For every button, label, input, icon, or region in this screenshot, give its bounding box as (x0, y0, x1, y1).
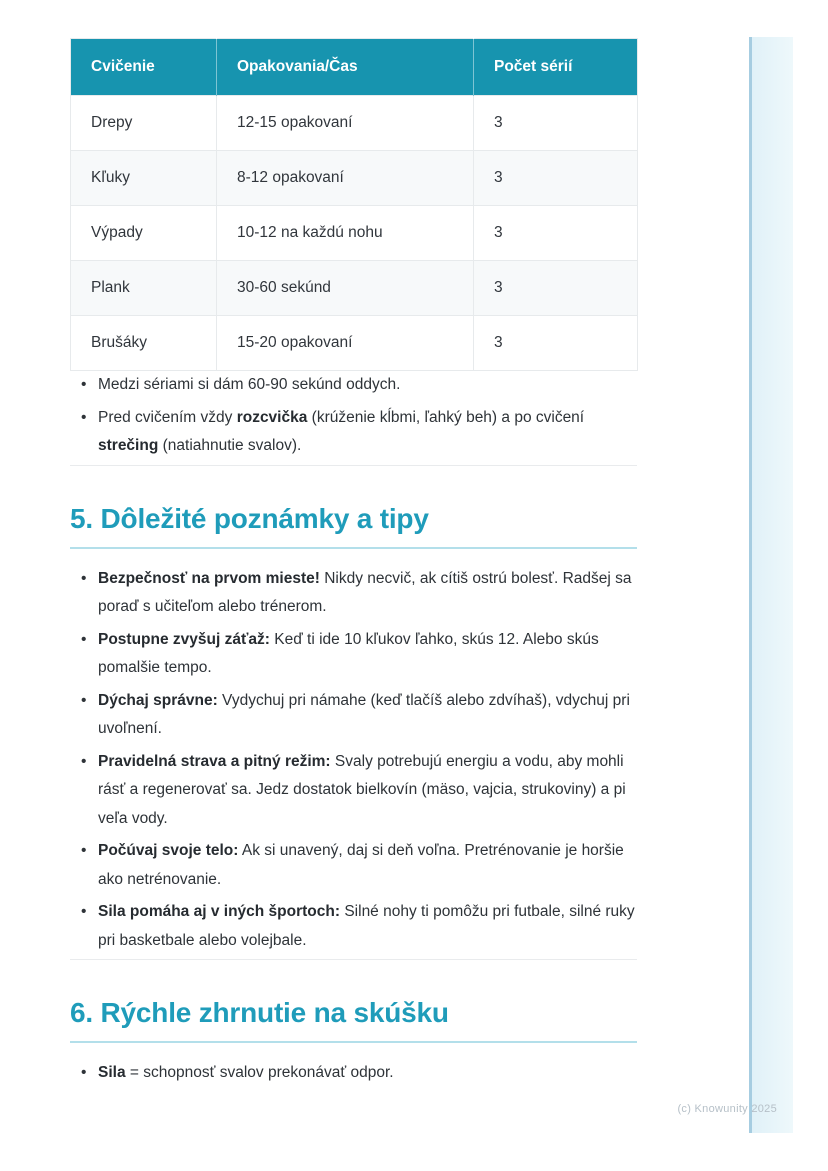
table-row (71, 151, 638, 206)
list-item-bold-text: rozcvička (236, 408, 308, 426)
table-header-cell: Opakovania/Čas (217, 39, 474, 96)
list-item-bold-text: Bezpečnosť na prvom mieste! (98, 569, 320, 587)
list-item (98, 404, 637, 461)
list-item-bold-text: Postupne zvyšuj záťaž: (98, 630, 270, 648)
section-divider (70, 465, 637, 466)
table-cell: 3 (474, 261, 638, 316)
list-item (98, 837, 637, 894)
table-cell: 8-12 opakovaní (217, 151, 474, 206)
table-cell: Kľuky (71, 151, 217, 206)
table-cell: 3 (474, 151, 638, 206)
list-item-text: (natiahnutie svalov). (158, 437, 302, 454)
table-cell: 3 (474, 206, 638, 261)
list-item-bold-text: Sila (98, 1064, 126, 1081)
page-edge-highlight-strip (749, 37, 793, 1133)
table-header-cell: Počet sérií (474, 39, 638, 96)
table-row (71, 96, 638, 151)
notes-list (70, 371, 637, 461)
list-item-bold-text: Sila pomáha aj v iných športoch: (98, 903, 341, 920)
section-6-heading: 6. Rýchle zhrnutie na skúšku (70, 996, 637, 1043)
list-item-text: Ak si unavený, daj si deň voľna. Pretrénovanie je horšie ako netrénovanie. (98, 842, 624, 888)
list-item-text: Vydychuj pri námahe (keď tlačíš alebo zdvíhaš), vdychuj pri uvoľnení. (98, 691, 630, 737)
exercise-table (70, 38, 638, 371)
list-item-text: Keď ti ide 10 kľukov ľahko, skús 12. Alebo skús pomalšie tempo. (98, 630, 599, 676)
table-cell: 3 (474, 316, 638, 371)
list-item-text: Pred cvičením vždy (98, 408, 237, 426)
list-item (98, 1059, 637, 1088)
list-item (98, 748, 637, 834)
list-item-bold-text: Dýchaj správne: (98, 691, 218, 709)
section-divider (70, 959, 637, 960)
table-cell: 12-15 opakovaní (217, 96, 474, 151)
list-item (98, 565, 637, 622)
table-cell: Brušáky (71, 316, 217, 371)
table-row (71, 316, 638, 371)
document-content (70, 0, 637, 1092)
table-cell: 3 (474, 96, 638, 151)
list-item-text: = schopnosť svalov prekonávať odpor. (125, 1064, 394, 1081)
section-5-heading: 5. Dôležité poznámky a tipy (70, 502, 637, 549)
list-item-text: Medzi sériami si dám 60-90 sekúnd oddych. (98, 376, 401, 393)
table-cell: 10-12 na každú nohu (217, 206, 474, 261)
table-header-row (71, 39, 638, 96)
tips-list (70, 565, 637, 956)
table-header-cell: Cvičenie (71, 39, 217, 96)
table-row (71, 261, 638, 316)
watermark-text: (c) Knowunity 2025 (677, 1103, 777, 1115)
list-item-text: Silné nohy ti pomôžu pri futbale, silné ruky pri basketbale alebo volejbale. (98, 903, 635, 949)
list-item-text: Svaly potrebujú energiu a vodu, aby mohli rásť a regenerovať sa. Jedz dostatok bielkovín (mäso, vajcia, strukoviny) a pi veľa vody. (98, 752, 626, 827)
list-item (98, 626, 637, 683)
table-cell: 30-60 sekúnd (217, 261, 474, 316)
table-cell: Výpady (71, 206, 217, 261)
summary-list (70, 1059, 637, 1088)
table-cell: Drepy (71, 96, 217, 151)
table-body (71, 96, 638, 371)
list-item-text: Nikdy necvič, ak cítiš ostrú bolesť. Radšej sa poraď s učiteľom alebo trénerom. (98, 569, 632, 615)
list-item-bold-text: strečing (98, 437, 159, 454)
list-item (98, 687, 637, 744)
list-item (98, 371, 637, 400)
list-item-bold-text: Pravidelná strava a pitný režim: (98, 752, 331, 770)
list-item-bold-text: Počúvaj svoje telo: (98, 842, 239, 859)
list-item-text: (krúženie kĺbmi, ľahký beh) a po cvičení (307, 408, 585, 426)
table-row (71, 206, 638, 261)
table-cell: 15-20 opakovaní (217, 316, 474, 371)
list-item (98, 898, 637, 955)
table-cell: Plank (71, 261, 217, 316)
